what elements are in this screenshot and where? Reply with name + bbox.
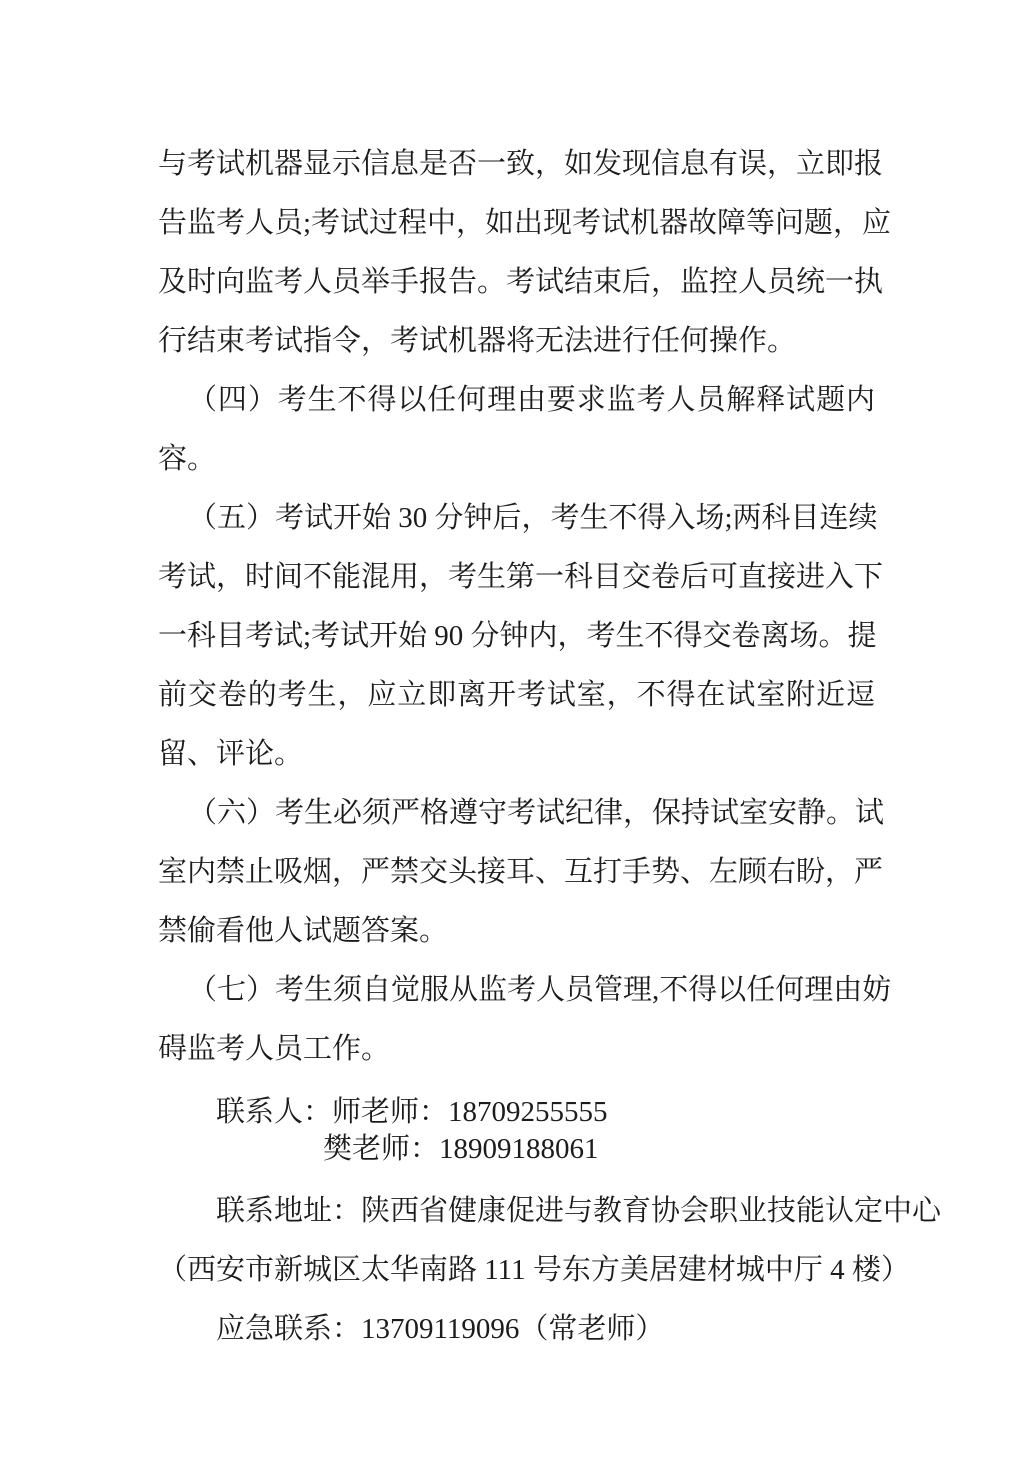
text-line: 告监考人员;考试过程中，如出现考试机器故障等问题，应 (158, 207, 892, 239)
text-line: （七）考生须自觉服从监考人员管理,不得以任何理由妨 (188, 974, 892, 1006)
contact-person-line-1: 联系人：师老师：18709255555 (216, 1096, 608, 1128)
contact-address-line-1: 联系地址：陕西省健康促进与教育协会职业技能认定中心 (216, 1195, 942, 1227)
text-line: （五）考试开始 30 分钟后，考生不得入场;两科目连续 (188, 502, 878, 534)
contact-address-line-2: （西安市新城区太华南路 111 号东方美居建材城中厅 4 楼） (158, 1254, 910, 1286)
text-line: 与考试机器显示信息是否一致，如发现信息有误，立即报 (158, 148, 884, 180)
paragraph (158, 371, 875, 489)
paragraph (158, 489, 884, 784)
text-line: 一科目考试;考试开始 90 分钟内，考生不得交卷离场。提 (158, 620, 877, 652)
contact-person-block (158, 1094, 875, 1168)
contact-address-block (158, 1182, 942, 1300)
text-line: （四）考生不得以任何理由要求监考人员解释试题内 (188, 384, 875, 416)
emergency-contact-line: 应急联系：13709119096（常老师） (216, 1313, 665, 1345)
text-line: 考试，时间不能混用，考生第一科目交卷后可直接进入下 (158, 561, 884, 593)
paragraph (158, 961, 892, 1079)
paragraph (158, 784, 885, 961)
text-line: 留、评论。 (158, 738, 304, 770)
text-line: 碍监考人员工作。 (158, 1033, 391, 1065)
text-line: 行结束考试指令，考试机器将无法进行任何操作。 (158, 325, 797, 357)
text-line: 容。 (158, 443, 217, 475)
text-line: 室内禁止吸烟，严禁交头接耳、互打手势、左顾右盼，严 (158, 856, 884, 888)
text-line: 禁偷看他人试题答案。 (158, 915, 449, 947)
text-line: （六）考生必须严格遵守考试纪律，保持试室安静。试 (188, 797, 885, 829)
body-paragraphs (158, 135, 892, 1079)
text-line: 前交卷的考生，应立即离开考试室，不得在试室附近逗 (158, 679, 875, 711)
paragraph (158, 135, 892, 371)
contact-person-line-2: 樊老师：18909188061 (323, 1133, 599, 1165)
text-line: 及时向监考人员举手报告。考试结束后，监控人员统一执 (158, 266, 884, 298)
